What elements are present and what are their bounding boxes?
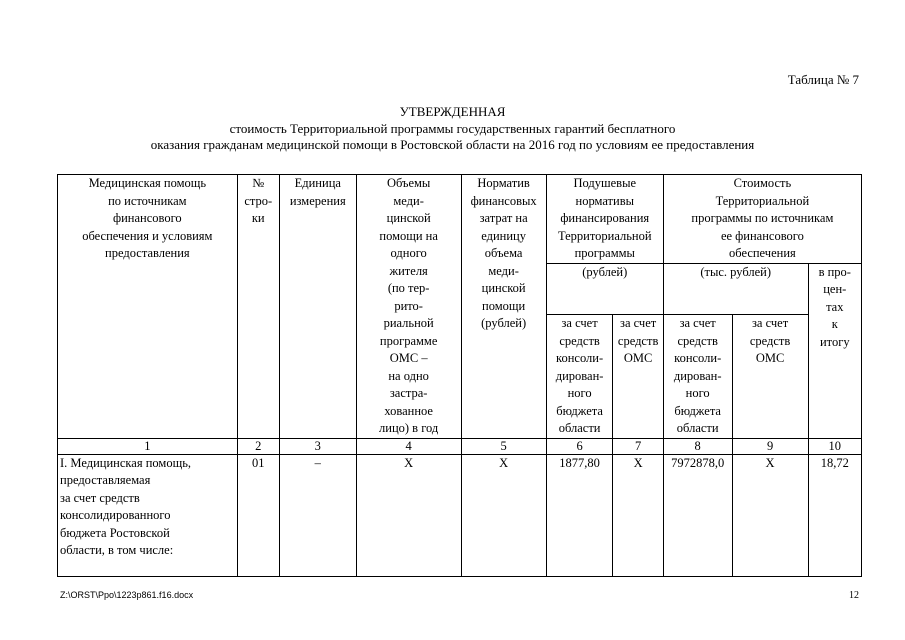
title-line-2: стоимость Территориальной программы государственных гарантий бесплатного xyxy=(229,120,676,136)
table-row xyxy=(58,454,862,576)
page-number: 12 xyxy=(849,590,859,601)
footer-file-path: Z:\ORST\Ppo\1223p861.f16.docx xyxy=(60,590,194,600)
column-number: 3 xyxy=(279,438,356,454)
header-percent: в про- цен- тах к итогу xyxy=(808,263,861,438)
row-volume: Х xyxy=(356,454,461,576)
document-title xyxy=(0,104,905,154)
header-row-1 xyxy=(58,175,862,264)
row-cost-norm: Х xyxy=(461,454,546,576)
column-number: 8 xyxy=(663,438,732,454)
row-per-capita-budget: 1877,80 xyxy=(546,454,613,576)
column-number: 1 xyxy=(58,438,238,454)
table-number: Таблица № 7 xyxy=(787,72,859,87)
row-unit: – xyxy=(279,454,356,576)
column-number: 5 xyxy=(461,438,546,454)
row-total-oms: Х xyxy=(732,454,808,576)
header-medical-care: Медицинская помощь по источникам финансового обеспечения и условиям предоставления xyxy=(58,175,238,439)
header-unit: Единица измерения xyxy=(279,175,356,439)
column-number: 7 xyxy=(613,438,663,454)
column-number: 9 xyxy=(732,438,808,454)
header-line-number: № стро- ки xyxy=(237,175,279,439)
column-number: 2 xyxy=(237,438,279,454)
header-volume: Объемы меди- цинской помощи на одного жителя (по тер- рито- риальной программе ОМС – на одно застра- хованное лицо) в год xyxy=(356,175,461,439)
column-number-row xyxy=(58,438,862,454)
title-line-3: оказания гражданам медицинской помощи в Ростовской области на 2016 год по условиям ее предоставления xyxy=(150,137,755,152)
header-total-budget: за счет средств консоли- дирован- ного бюджета области xyxy=(663,315,732,439)
header-per-capita-budget: за счет средств консоли- дирован- ного бюджета области xyxy=(546,315,613,439)
column-number: 6 xyxy=(546,438,613,454)
header-per-capita-group: Подушевые нормативы финансирования Территориальной программы xyxy=(546,175,663,264)
row-per-capita-oms: Х xyxy=(613,454,663,576)
row-name: I. Медицинская помощь, предоставляемая за счет средств консолидированного бюджета Ростовской области, в том числе: xyxy=(58,454,238,576)
header-total-oms: за счет средств ОМС xyxy=(732,315,808,439)
row-line-number: 01 xyxy=(237,454,279,576)
title-approved: УТВЕРЖДЕННАЯ xyxy=(399,104,506,119)
header-cost-norm: Норматив финансовых затрат на единицу объема меди- цинской помощи (рублей) xyxy=(461,175,546,439)
row-total-budget: 7972878,0 xyxy=(663,454,732,576)
column-number: 4 xyxy=(356,438,461,454)
row-percent: 18,72 xyxy=(808,454,861,576)
header-unit-thousand-rubles: (тыс. рублей) xyxy=(663,263,808,315)
header-total-cost-group: Стоимость Территориальной программы по источникам ее финансового обеспечения xyxy=(663,175,861,264)
column-number: 10 xyxy=(808,438,861,454)
header-unit-rubles: (рублей) xyxy=(546,263,663,315)
cost-table xyxy=(57,174,862,577)
header-per-capita-oms: за счет средств ОМС xyxy=(613,315,663,439)
